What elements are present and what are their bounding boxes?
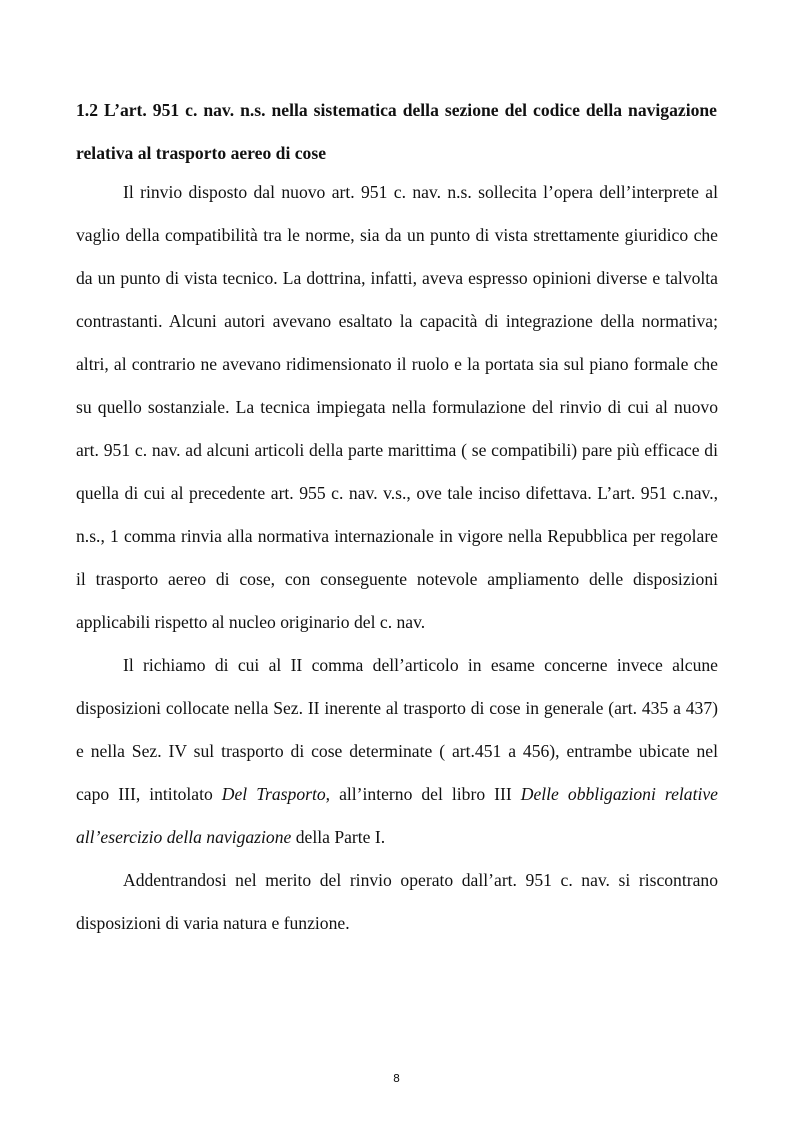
paragraph-3: Addentrandosi nel merito del rinvio operato dall’art. 951 c. nav. si riscontrano disposizioni di varia natura e funzione. xyxy=(76,870,718,933)
paragraph-2 xyxy=(76,644,718,859)
section-heading: 1.2 L’art. 951 c. nav. n.s. nella sistematica della sezione del codice della navigazione relativa al trasporto aereo di cose xyxy=(76,100,717,163)
italic-title-delle-obbligazioni: Delle obbligazioni relative all’esercizio della navigazione xyxy=(76,784,718,847)
paragraph-2-text-3: della Parte I. xyxy=(291,827,386,847)
paragraph-2-text-2: , all’interno del libro III xyxy=(325,784,521,804)
page-number: 8 xyxy=(393,1072,400,1085)
paragraph-1: Il rinvio disposto dal nuovo art. 951 c. nav. n.s. sollecita l’opera dell’interprete al vaglio della compatibilità tra le norme, sia da un punto di vista strettamente giuridico che da un punto di vista tecnico. La dottrina, infatti, aveva espresso opinioni diverse e talvolta contrastanti. Alcuni autori avevano esaltato la capacità di integrazione della normativa; altri, al contrario ne avevano ridimensionato il ruolo e la portata sia sul piano formale che su quello sostanziale. La tecnica impiegata nella formulazione del rinvio di cui al nuovo art. 951 c. nav. ad alcuni articoli della parte marittima ( se compatibili) pare più efficace di quella di cui al precedente art. 955 c. nav. v.s., ove tale inciso difettava. L’art. 951 c.nav., n.s., 1 comma rinvia alla normativa internazionale in vigore nella Repubblica per regolare il trasporto aereo di cose, con conseguente notevole ampliamento delle disposizioni applicabili rispetto al nucleo originario del c. nav. xyxy=(76,182,718,632)
paragraph-2-text-1: Il richiamo di cui al II comma dell’articolo in esame concerne invece alcune disposizioni collocate nella Sez. II inerente al trasporto di cose in generale (art. 435 a 437) e nella Sez. IV sul trasporto di cose determinate ( art.451 a 456), entrambe ubicate nel capo III, intitolato xyxy=(76,655,718,804)
body-text xyxy=(76,171,718,945)
italic-title-del-trasporto: Del Trasporto xyxy=(221,784,326,804)
